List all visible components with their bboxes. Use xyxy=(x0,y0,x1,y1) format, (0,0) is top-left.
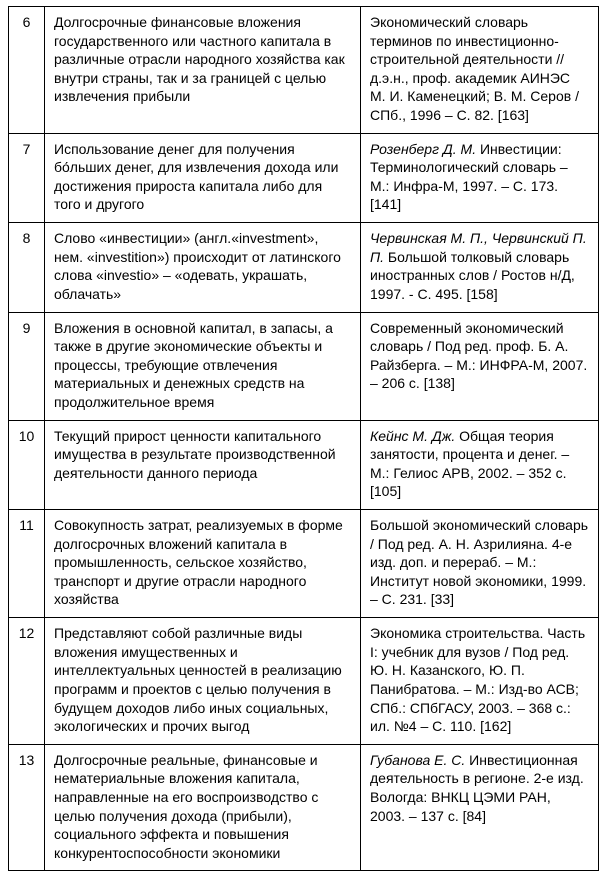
author-name: Кейнс М. Дж. xyxy=(370,427,456,444)
source-cell xyxy=(361,618,599,745)
table-row xyxy=(9,618,599,745)
row-number-cell: 12 xyxy=(9,618,45,745)
row-number-cell: 6 xyxy=(9,7,45,134)
definitions-table xyxy=(8,6,599,871)
row-number-cell: 13 xyxy=(9,744,45,871)
row-number-cell: 11 xyxy=(9,510,45,618)
author-name: Розенберг Д. М. xyxy=(370,140,477,157)
source-cell xyxy=(361,312,599,420)
definition-cell: Слово «инвестиции» (англ.«investment», нем. «investition») происходит от латинского слова «investio» – «одевать, украшать, облачать» xyxy=(45,223,361,312)
source-text: Инвестиции: Терминологический словарь – М.: Инфра-М, 1997. – С. 173. [141] xyxy=(370,140,568,213)
source-cell xyxy=(361,744,599,871)
table-row xyxy=(9,223,599,312)
definition-cell: Долгосрочные финансовые вложения государственного или частного капитала в различные отрасли народного хозяйства как внутри страны, так и за границей с целью извлечения прибыли xyxy=(45,7,361,134)
definition-cell: Вложения в основной капитал, в запасы, а также в другие экономические объекты и процессы, требующие отвлечения материальных и денежных средств на продолжительное время xyxy=(45,312,361,420)
definition-cell: Представляют собой различные виды вложения имущественных и интеллектуальных ценностей в реализацию программ и проектов с целью получения в будущем доходов либо иных социальных, экологических и прочих выгод xyxy=(45,618,361,745)
row-number-cell: 10 xyxy=(9,420,45,509)
definition-cell: Использование денег для получения бо́льших денег, для извлечения дохода или достижения прироста капитала либо для того и другого xyxy=(45,133,361,222)
author-name: Губанова Е. С. xyxy=(370,751,466,768)
source-cell xyxy=(361,420,599,509)
row-number-cell: 8 xyxy=(9,223,45,312)
source-text: Общая теория занятости, процента и денег. – М.: Гелиос АРВ, 2002. – 352 с. [105] xyxy=(370,427,570,500)
source-text: Современный экономический словарь / Под ред. проф. Б. А. Райзберга. – М.: ИНФРА-М, 2007. – 206 с. [138] xyxy=(370,319,588,392)
source-text: Экономический словарь терминов по инвестиционно-строительной деятельности // д.э.н., проф. академик АИНЭС М. И. Каменецкий; В. М. Серов / СПб., 1996 – С. 82. [163] xyxy=(370,14,579,124)
source-cell xyxy=(361,223,599,312)
definition-cell: Долгосрочные реальные, финансовые и нематериальные вложения капитала, направленные на его воспроизводство с целью получения дохода (прибыли), социального эффекта и повышения конкурентоспособности экономики xyxy=(45,744,361,871)
source-cell xyxy=(361,7,599,134)
definition-cell: Совокупность затрат, реализуемых в форме долгосрочных вложений капитала в промышленность, сельское хозяйство, транспорт и другие отрасли народного хозяйства xyxy=(45,510,361,618)
source-text: Инвестиционная деятельность в регионе. 2-е изд. Вологда: ВНКЦ ЦЭМИ РАН, 2003. – 137 с. [84] xyxy=(370,751,584,824)
table-row xyxy=(9,510,599,618)
table-row xyxy=(9,744,599,871)
source-text: Большой экономический словарь / Под ред. А. Н. Азрилияна. 4-е изд. доп. и перераб. – М.: Институт новой экономики, 1999. – С. 231. [33] xyxy=(370,517,589,608)
source-cell xyxy=(361,133,599,222)
source-text: Большой толковый словарь иностранных слов / Ростов н/Д, 1997. - С. 495. [158] xyxy=(370,248,575,302)
table-row xyxy=(9,7,599,134)
author-name: Червинская М. П., Червинский П. П. xyxy=(370,230,587,265)
row-number-cell: 9 xyxy=(9,312,45,420)
table-row xyxy=(9,133,599,222)
row-number-cell: 7 xyxy=(9,133,45,222)
table-row xyxy=(9,420,599,509)
table-row xyxy=(9,312,599,420)
source-cell xyxy=(361,510,599,618)
definition-cell: Текущий прирост ценности капитального имущества в результате производственной деятельности данного периода xyxy=(45,420,361,509)
source-text: Экономика строительства. Часть I: учебник для вузов / Под ред. Ю. Н. Казанского, Ю. П. Панибратова. – М.: Изд-во АСВ; СПб.: СПбГАСУ, 2003. – 368 с.: ил. №4 – С. 110. [162] xyxy=(370,625,586,735)
